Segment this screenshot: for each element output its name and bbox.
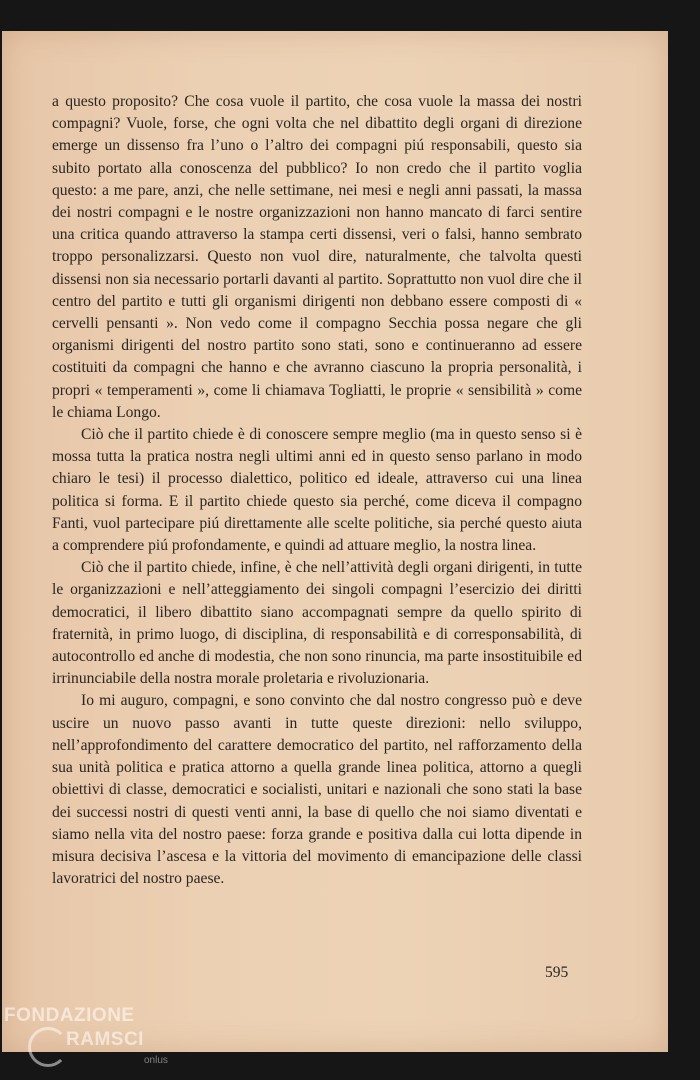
watermark-line-2: RAMSCI: [66, 1029, 144, 1050]
paragraph-4: Io mi auguro, compagni, e sono convinto che dal nostro congresso può e deve uscire un nuovo passo avanti in tutte queste direzioni: nello sviluppo, nell’approfondimento del carattere democratico del partito, nel rafforzamento della sua unità politica e pratica attorno a quella grande linea politica, attorno a quegli obiettivi di classe, democratici e socialisti, unitari e nazionali che sono stati la base dei successi nostri di questi venti anni, la base di quello che noi siamo diventati e siamo nella vita del nostro paese: forza grande e positiva dalla cui lotta dipende in misura decisiva l’ascesa e la vittoria del movimento di emancipazione delle classi lavoratrici del nostro paese.: [52, 692, 582, 888]
watermark-logo: [4, 1000, 184, 1080]
watermark-suffix: onlus: [144, 1055, 168, 1066]
body-text: [52, 91, 582, 890]
watermark-line-1: FONDAZIONE: [4, 1005, 135, 1026]
paragraph-3: Ciò che il partito chiede, infine, è che nell’attività degli organi dirigenti, in tutte le organizzazioni e nell’atteggiamento dei singoli compagni l’esercizio dei diritti democratici, il libero dibattito siano accompagnati sempre da quello spirito di fraternità, in primo luogo, di disciplina, di responsabilità e di corresponsabilità, di autocontrollo ed anche di modestia, che non sono rinuncia, ma parte insostituibile ed irrinunciabile della nostra morale proletaria e rivoluzionaria.: [52, 559, 582, 688]
watermark-ring-icon: [28, 1027, 68, 1067]
book-page: [2, 31, 668, 1052]
paragraph-2: Ciò che il partito chiede è di conoscere sempre meglio (ma in questo senso si è mossa tutta la pratica nostra negli ultimi anni ed in questo senso parlano in modo chiaro le tesi) il processo dialettico, politico ed ideale, attraverso cui una linea politica si forma. E il partito chiede questo sia perché, come diceva il compagno Fanti, vuol partecipare piú direttamente alle scelte politiche, sia perché questo aiuta a comprendere piú profondamente, e quindi ad attuare meglio, la nostra linea.: [52, 426, 582, 555]
paragraph-1: a questo proposito? Che cosa vuole il partito, che cosa vuole la massa dei nostri compagni? Vuole, forse, che ogni volta che nel dibattito degli organi di direzione emerge un dissenso fra l’uno o l’altro dei compagni piú responsabili, questo sia subito portato alla conoscenza del pubblico? Io non credo che il partito voglia questo: a me pare, anzi, che nelle settimane, nei mesi e negli anni passati, la massa dei nostri compagni e le nostre organizzazioni non hanno mancato di farci sentire una critica quando attraverso la stampa certi dissensi, veri o falsi, hanno sembrato troppo personalizzarsi. Questo non vuol dire, naturalmente, che talvolta questi dissensi non sia necessario portarli davanti al partito. Soprattutto non vuol dire che il centro del partito e tutti gli organismi dirigenti non debbano essere composti di « cervelli pensanti ». Non vedo come il compagno Secchia possa negare che gli organismi dirigenti del nostro partito sono stati, sono e continueranno ad essere costituiti da compagni che hanno e che avranno ciascuno la propria personalità, i propri « temperamenti », come li chiamava Togliatti, le proprie « sensibilità » come le chiama Longo.: [52, 93, 582, 421]
page-number: 595: [545, 964, 569, 981]
